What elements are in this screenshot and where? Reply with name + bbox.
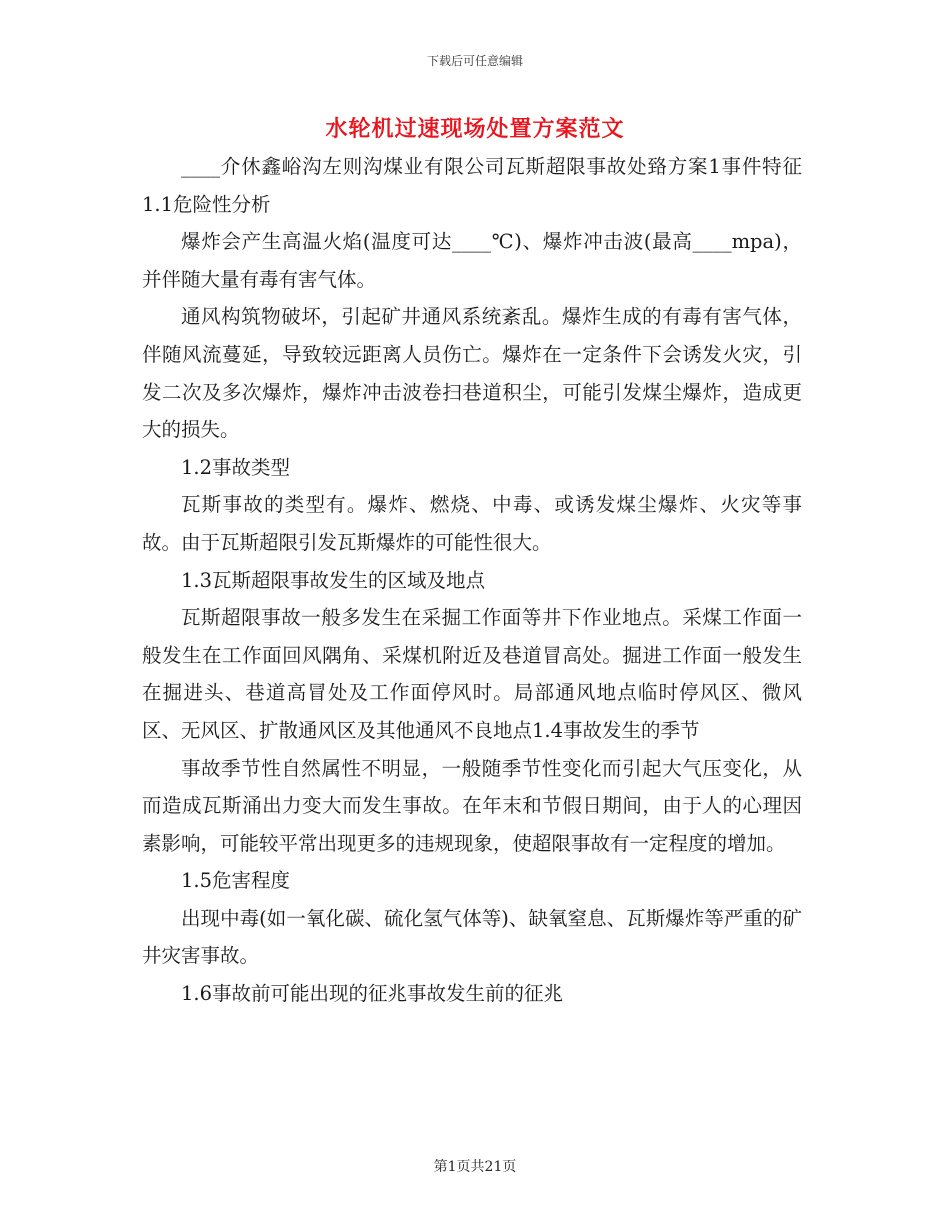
section-heading-1-3: 1.3瓦斯超限事故发生的区域及地点 <box>181 568 486 592</box>
paragraph-seasonality: 事故季节性自然属性不明显，一般随季节性变化而引起大气压变化，从而造成瓦斯涌出力变大而发生事故。在年末和节假日期间，由于人的心理因素影响，可能较平常出现更多的违规现象，使超限事故有一定程度的增加。 <box>142 756 802 855</box>
paragraph-accident-types: 瓦斯事故的类型有。爆炸、燃烧、中毒、或诱发煤尘爆炸、火灾等事故。由于瓦斯超限引发瓦斯爆炸的可能性很大。 <box>142 493 802 554</box>
paragraph-locations: 瓦斯超限事故一般多发生在采掘工作面等井下作业地点。采煤工作面一般发生在工作面回风隅角、采煤机附近及巷道冒高处。掘进工作面一般发生在掘进头、巷道高冒处及工作面停风时。局部通风地点临时停风区、微风区、无风区、扩散通风区及其他通风不良地点1.4事故发生的季节 <box>142 606 802 742</box>
page-footer: 第1页共21页 <box>433 1159 517 1175</box>
paragraph-ventilation-damage: 通风构筑物破坏，引起矿井通风系统紊乱。爆炸生成的有毒有害气体，伴随风流蔓延，导致较远距离人员伤亡。爆炸在一定条件下会诱发火灾，引发二次及多次爆炸，爆炸冲击波卷扫巷道积尘，可能引发煤尘爆炸，造成更大的损失。 <box>142 305 802 442</box>
paragraph-intro: ____介休鑫峪沟左则沟煤业有限公司瓦斯超限事故处臵方案1事件特征1.1危险性分析 <box>142 155 802 216</box>
paragraph-hazard-degree: 出现中毒(如一氧化碳、硫化氢气体等)、缺氧窒息、瓦斯爆炸等严重的矿井灾害事故。 <box>142 906 802 968</box>
document-body <box>142 148 802 1013</box>
section-heading-1-6: 1.6事故前可能出现的征兆事故发生前的征兆 <box>181 982 564 1006</box>
section-heading-1-5: 1.5危害程度 <box>181 869 291 893</box>
document-title: 水轮机过速现场处置方案范文 <box>325 116 625 142</box>
paragraph-explosion-effects: 爆炸会产生高温火焰(温度可达____℃)、爆炸冲击波(最高____mpa)，并伴随大量有毒有害气体。 <box>142 230 802 291</box>
section-heading-1-2: 1.2事故类型 <box>181 455 291 479</box>
header-note: 下载后可任意编辑 <box>426 54 523 68</box>
